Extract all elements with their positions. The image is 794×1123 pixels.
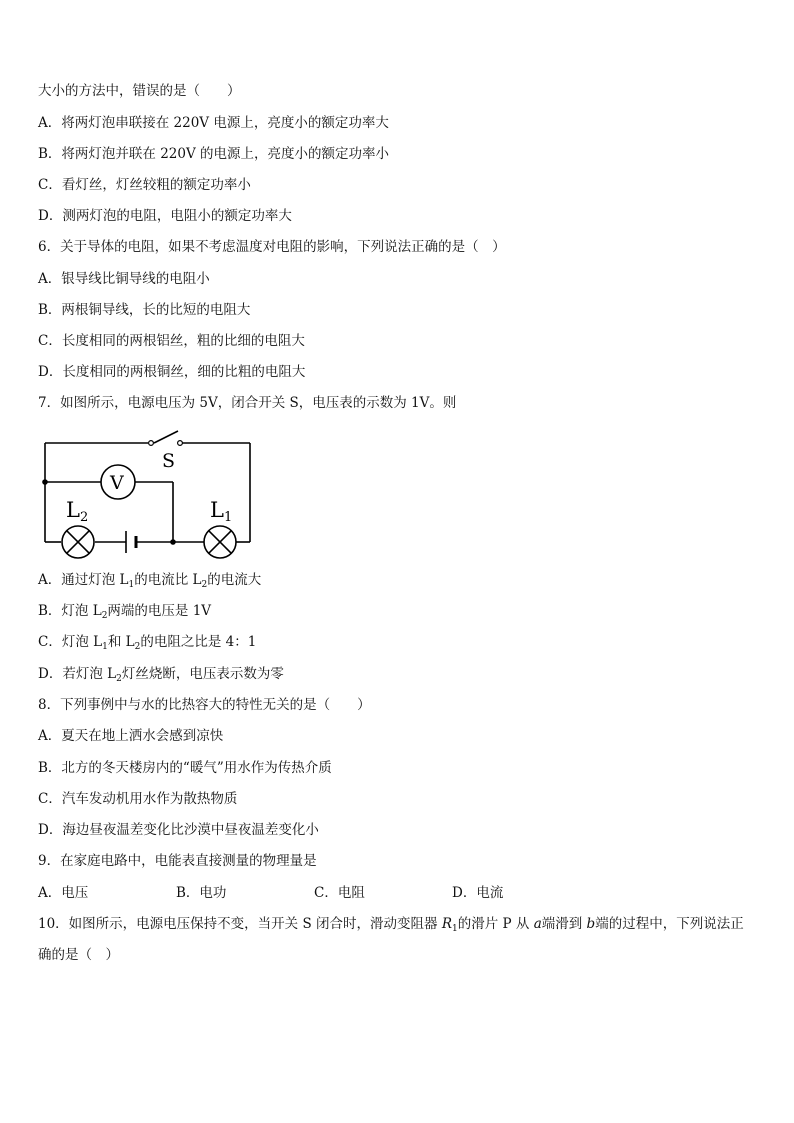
lamp-l1-label: L bbox=[210, 498, 224, 522]
q8-option-a[interactable]: A．夏天在地上洒水会感到凉快 bbox=[38, 728, 224, 744]
q6-option-a[interactable]: A．银导线比铜导线的电阻小 bbox=[38, 271, 210, 287]
q9-option-d[interactable]: D．电流 bbox=[452, 885, 504, 901]
q6-option-d[interactable]: D．长度相同的两根铜丝，细的比粗的电阻大 bbox=[38, 364, 306, 380]
q9-option-c[interactable]: C．电阻 bbox=[314, 885, 365, 901]
lamp-l2-label: L bbox=[66, 498, 80, 522]
switch-label: S bbox=[162, 450, 176, 472]
switch-blade bbox=[154, 431, 178, 443]
q6-option-b[interactable]: B．两根铜导线，长的比短的电阻大 bbox=[38, 302, 251, 318]
q8-stem: 8．下列事例中与水的比热容大的特性无关的是（ ） bbox=[38, 697, 371, 713]
q8-option-b[interactable]: B．北方的冬天楼房内的“暖气”用水作为传热介质 bbox=[38, 760, 332, 776]
q9-option-b[interactable]: B．电功 bbox=[176, 885, 227, 901]
q7-option-a[interactable]: A．通过灯泡 $L_1$的电流比 $L_2$的电流大 bbox=[38, 572, 262, 590]
q5-option-d[interactable]: D．测两灯泡的电阻，电阻小的额定功率大 bbox=[38, 208, 292, 224]
q8-option-c[interactable]: C．汽车发动机用水作为散热物质 bbox=[38, 791, 238, 807]
lamp-l1-subscript: 1 bbox=[224, 510, 233, 525]
q5-option-c[interactable]: C．看灯丝，灯丝较粗的额定功率小 bbox=[38, 177, 251, 193]
q6-option-c[interactable]: C．长度相同的两根铝丝，粗的比细的电阻大 bbox=[38, 333, 305, 349]
q7-circuit-diagram bbox=[30, 425, 270, 560]
q6-stem: 6．关于导体的电阻，如果不考虑温度对电阻的影响，下列说法正确的是（ ） bbox=[38, 239, 506, 255]
junction-bottom bbox=[170, 539, 176, 545]
q7-option-b[interactable]: B．灯泡 $L_2$两端的电压是 1V bbox=[38, 603, 212, 621]
q9-stem: 9．在家庭电路中，电能表直接测量的物理量是 bbox=[38, 853, 317, 869]
q7-option-c[interactable]: C．灯泡 $L_1$和 $L_2$的电阻之比是 4：1 bbox=[38, 634, 257, 652]
lamp-l2-subscript: 2 bbox=[80, 510, 89, 525]
junction-left bbox=[42, 479, 48, 485]
q7-option-d[interactable]: D．若灯泡 $L_2$灯丝烧断，电压表示数为零 bbox=[38, 666, 284, 684]
switch-contact-right bbox=[178, 441, 183, 446]
q9-option-a[interactable]: A．电压 bbox=[38, 885, 89, 901]
voltmeter-label: V bbox=[110, 472, 124, 494]
q5-option-a[interactable]: A．将两灯泡串联接在 220V 电源上，亮度小的额定功率大 bbox=[38, 115, 389, 131]
q5-stem-tail: 大小的方法中，错误的是（ ） bbox=[38, 83, 241, 99]
q5-option-b[interactable]: B．将两灯泡并联在 220V 的电源上，亮度小的额定功率小 bbox=[38, 146, 390, 162]
q10-stem-line2: 确的是（ ） bbox=[38, 947, 119, 963]
q8-option-d[interactable]: D．海边昼夜温差变化比沙漠中昼夜温差变化小 bbox=[38, 822, 319, 838]
q10-stem: 10．如图所示，电源电压保持不变，当开关 S 闭合时，滑动变阻器 $R_1$的滑片 P 从 a端滑到 b端的过程中，下列说法正 bbox=[38, 916, 744, 934]
q7-stem: 7．如图所示，电源电压为 5V，闭合开关 S，电压表的示数为 1V。则 bbox=[38, 395, 457, 411]
switch-contact-left bbox=[149, 441, 154, 446]
